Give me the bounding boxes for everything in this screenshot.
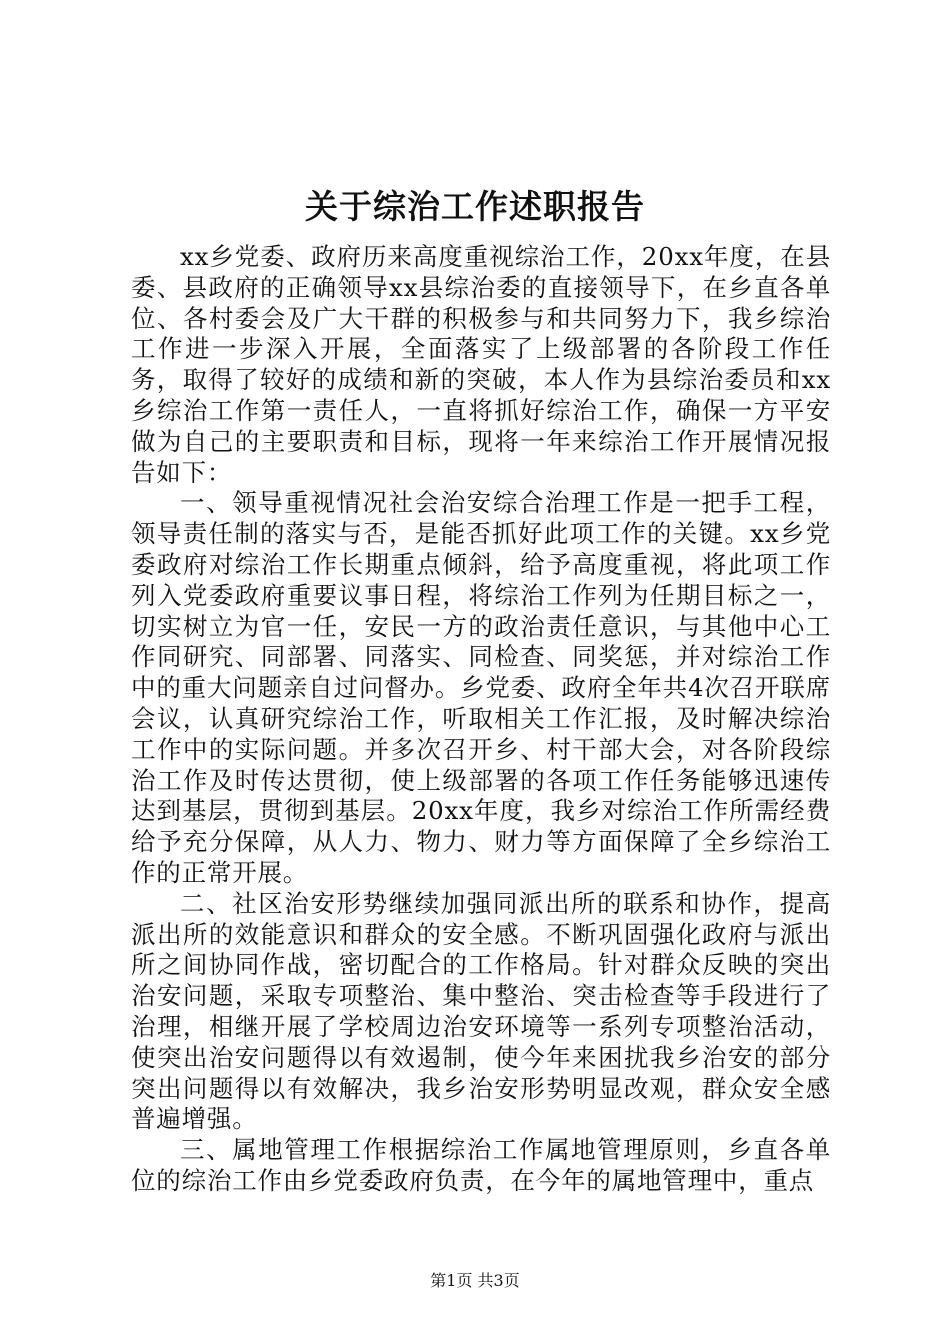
document-title: 关于综治工作述职报告 — [305, 187, 645, 226]
paragraph-section-2: 二、社区治安形势继续加强同派出所的联系和协作，提高派出所的效能意识和群众的安全感。不断巩固强化政府与派出所之间协同作战，密切配合的工作格局。针对群众反映的突出治安问题，采取专项整治、集中整治、突击检查等手段进行了治理，相继开展了学校周边治安环境等一系列专项整治活动，使突出治安问题得以有效遏制，使今年来困扰我乡治安的部分突出问题得以有效解决，我乡治安形势明显改观，群众安全感普遍增强。 — [131, 888, 831, 1134]
paragraph-section-1: 一、领导重视情况社会治安综合治理工作是一把手工程，领导责任制的落实与否，是能否抓好此项工作的关键。xx乡党委政府对综治工作长期重点倾斜，给予高度重视，将此项工作列入党委政府重要议事日程，将综治工作列为任期目标之一，切实树立为官一任，安民一方的政治责任意识，与其他中心工作同研究、同部署、同落实、同检查、同奖惩，并对综治工作中的重大问题亲自过问督办。乡党委、政府全年共4次召开联席会议，认真研究综治工作，听取相关工作汇报，及时解决综治工作中的实际问题。并多次召开乡、村干部大会，对各阶段综治工作及时传达贯彻，使上级部署的各项工作任务能够迅速传达到基层，贯彻到基层。20xx年度，我乡对综治工作所需经费给予充分保障，从人力、物力、财力等方面保障了全乡综治工作的正常开展。 — [131, 488, 831, 887]
page-number-footer: 第1页 共3页 — [430, 1271, 520, 1290]
paragraph-intro: xx乡党委、政府历来高度重视综治工作，20xx年度，在县委、县政府的正确领导xx县综治委的直接领导下，在乡直各单位、各村委会及广大干群的积极参与和共同努力下，我乡综治工作进一步深入开展，全面落实了上级部署的各阶段工作任务，取得了较好的成绩和新的突破，本人作为县综治委员和xx乡综治工作第一责任人，一直将抓好综治工作，确保一方平安做为自己的主要职责和目标，现将一年来综治工作开展情况报告如下： — [131, 242, 831, 487]
document-body — [131, 242, 831, 1197]
paragraph-section-3: 三、属地管理工作根据综治工作属地管理原则，乡直各单位的综治工作由乡党委政府负责，在今年的属地管理中，重点 — [131, 1135, 831, 1195]
